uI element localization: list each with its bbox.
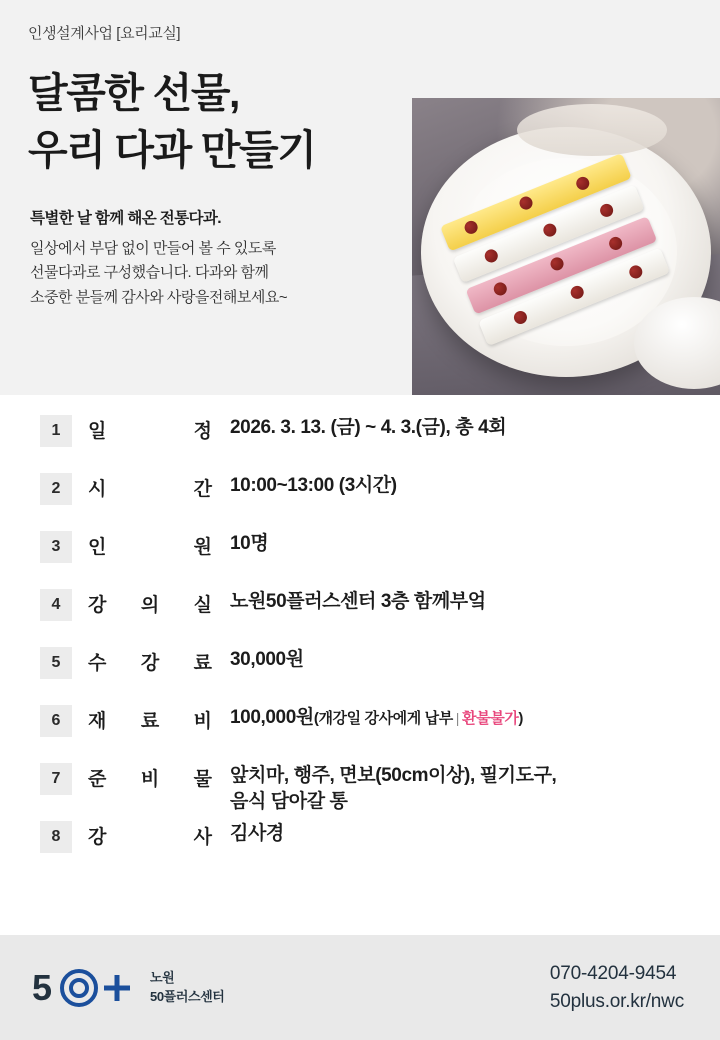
row-value: 노원50플러스센터 3층 함께부엌 xyxy=(230,591,486,612)
row-label xyxy=(88,822,230,849)
row-label-char: 료 xyxy=(193,653,212,674)
material-fee-note-end: ) xyxy=(518,710,524,727)
supplies-line-1: 앞치마, 행주, 면보(50cm이상), 필기도구, xyxy=(230,765,557,786)
row-number: 7 xyxy=(40,763,72,795)
row-label-char: 간 xyxy=(193,479,212,500)
row-label xyxy=(88,416,230,443)
row-number: 1 xyxy=(40,415,72,447)
row-number: 2 xyxy=(40,473,72,505)
row-label xyxy=(88,648,230,675)
row-label xyxy=(88,590,230,617)
poster-header xyxy=(0,0,720,395)
row-number: 6 xyxy=(40,705,72,737)
center-name xyxy=(150,969,224,1006)
row-label-char: 비 xyxy=(193,711,212,732)
title-line-2: 우리 다과 만들기 xyxy=(28,126,316,173)
page-title xyxy=(28,65,408,178)
center-logo xyxy=(32,967,224,1009)
lead-paragraph xyxy=(30,206,410,310)
photo-plate-back xyxy=(517,104,667,156)
row-label-char: 재 xyxy=(88,711,107,732)
svg-text:5: 5 xyxy=(32,966,53,1008)
table-row xyxy=(0,409,720,467)
row-label-char: 비 xyxy=(140,769,160,790)
lead-line-2: 일상에서 부담 없이 만들어 볼 수 있도록 xyxy=(30,240,276,258)
row-value: 2026. 3. 13. (금) ~ 4. 3.(금), 총 4회 xyxy=(230,417,507,438)
lead-line-3: 선물다과로 구성했습니다. 다과와 함께 xyxy=(30,264,269,282)
poster-footer xyxy=(0,935,720,1040)
row-value: 김사경 xyxy=(230,823,284,845)
table-row xyxy=(0,583,720,641)
row-label xyxy=(88,474,230,501)
row-label-char: 의 xyxy=(140,595,160,616)
material-fee-amount: 100,000원 xyxy=(230,707,314,728)
row-label xyxy=(88,706,230,733)
row-value xyxy=(230,705,523,731)
supplies-line-2: 음식 담아갈 통 xyxy=(230,791,348,813)
row-label-char: 시 xyxy=(88,479,107,500)
table-row xyxy=(0,467,720,525)
center-name-line-2: 50플러스센터 xyxy=(150,988,225,1004)
row-label-char: 준 xyxy=(88,769,107,790)
row-number: 4 xyxy=(40,589,72,621)
center-name-line-1: 노원 xyxy=(150,970,175,986)
fifty-plus-logo-icon xyxy=(32,967,140,1009)
row-number: 8 xyxy=(40,821,72,853)
row-label-char: 실 xyxy=(193,595,212,616)
table-row xyxy=(0,815,720,873)
row-label-char: 물 xyxy=(193,769,212,790)
dessert-photo xyxy=(412,98,720,395)
row-label-char: 일 xyxy=(88,421,107,442)
row-value xyxy=(230,763,556,815)
row-number: 5 xyxy=(40,647,72,679)
lead-line-bold: 특별한 날 함께 해온 전통다과. xyxy=(30,210,222,228)
contact-block xyxy=(550,960,684,1015)
program-kicker: 인생설계사업 [요리교실] xyxy=(28,25,181,42)
row-label-char: 료 xyxy=(140,711,160,732)
table-row xyxy=(0,699,720,757)
material-fee-note: (개강일 강사에게 납부 xyxy=(313,710,453,727)
table-row xyxy=(0,525,720,583)
table-row xyxy=(0,757,720,815)
row-label-char: 강 xyxy=(88,827,107,849)
row-label xyxy=(88,764,230,791)
row-number: 3 xyxy=(40,531,72,563)
row-label-char: 원 xyxy=(193,537,212,558)
contact-phone: 070-4204-9454 xyxy=(549,962,677,984)
table-row xyxy=(0,641,720,699)
no-refund-badge: 환불불가 xyxy=(462,710,519,727)
lead-line-4: 소중한 분들께 감사와 사랑을전해보세요~ xyxy=(30,288,288,306)
row-label xyxy=(88,532,230,559)
title-line-1: 달콤한 선물, xyxy=(28,70,240,116)
row-label-char: 강 xyxy=(140,653,160,674)
row-label-char: 사 xyxy=(193,827,212,849)
contact-website[interactable]: 50plus.or.kr/nwc xyxy=(549,990,684,1012)
course-info-table xyxy=(0,395,720,935)
row-label-char: 강 xyxy=(88,595,107,616)
row-value: 10명 xyxy=(230,533,269,554)
note-separator: | xyxy=(455,710,460,726)
row-label-char: 수 xyxy=(88,653,107,674)
row-label-char: 정 xyxy=(193,421,212,442)
row-value: 30,000원 xyxy=(230,649,304,670)
row-value: 10:00~13:00 (3시간) xyxy=(230,475,397,496)
row-label-char: 인 xyxy=(88,537,107,558)
